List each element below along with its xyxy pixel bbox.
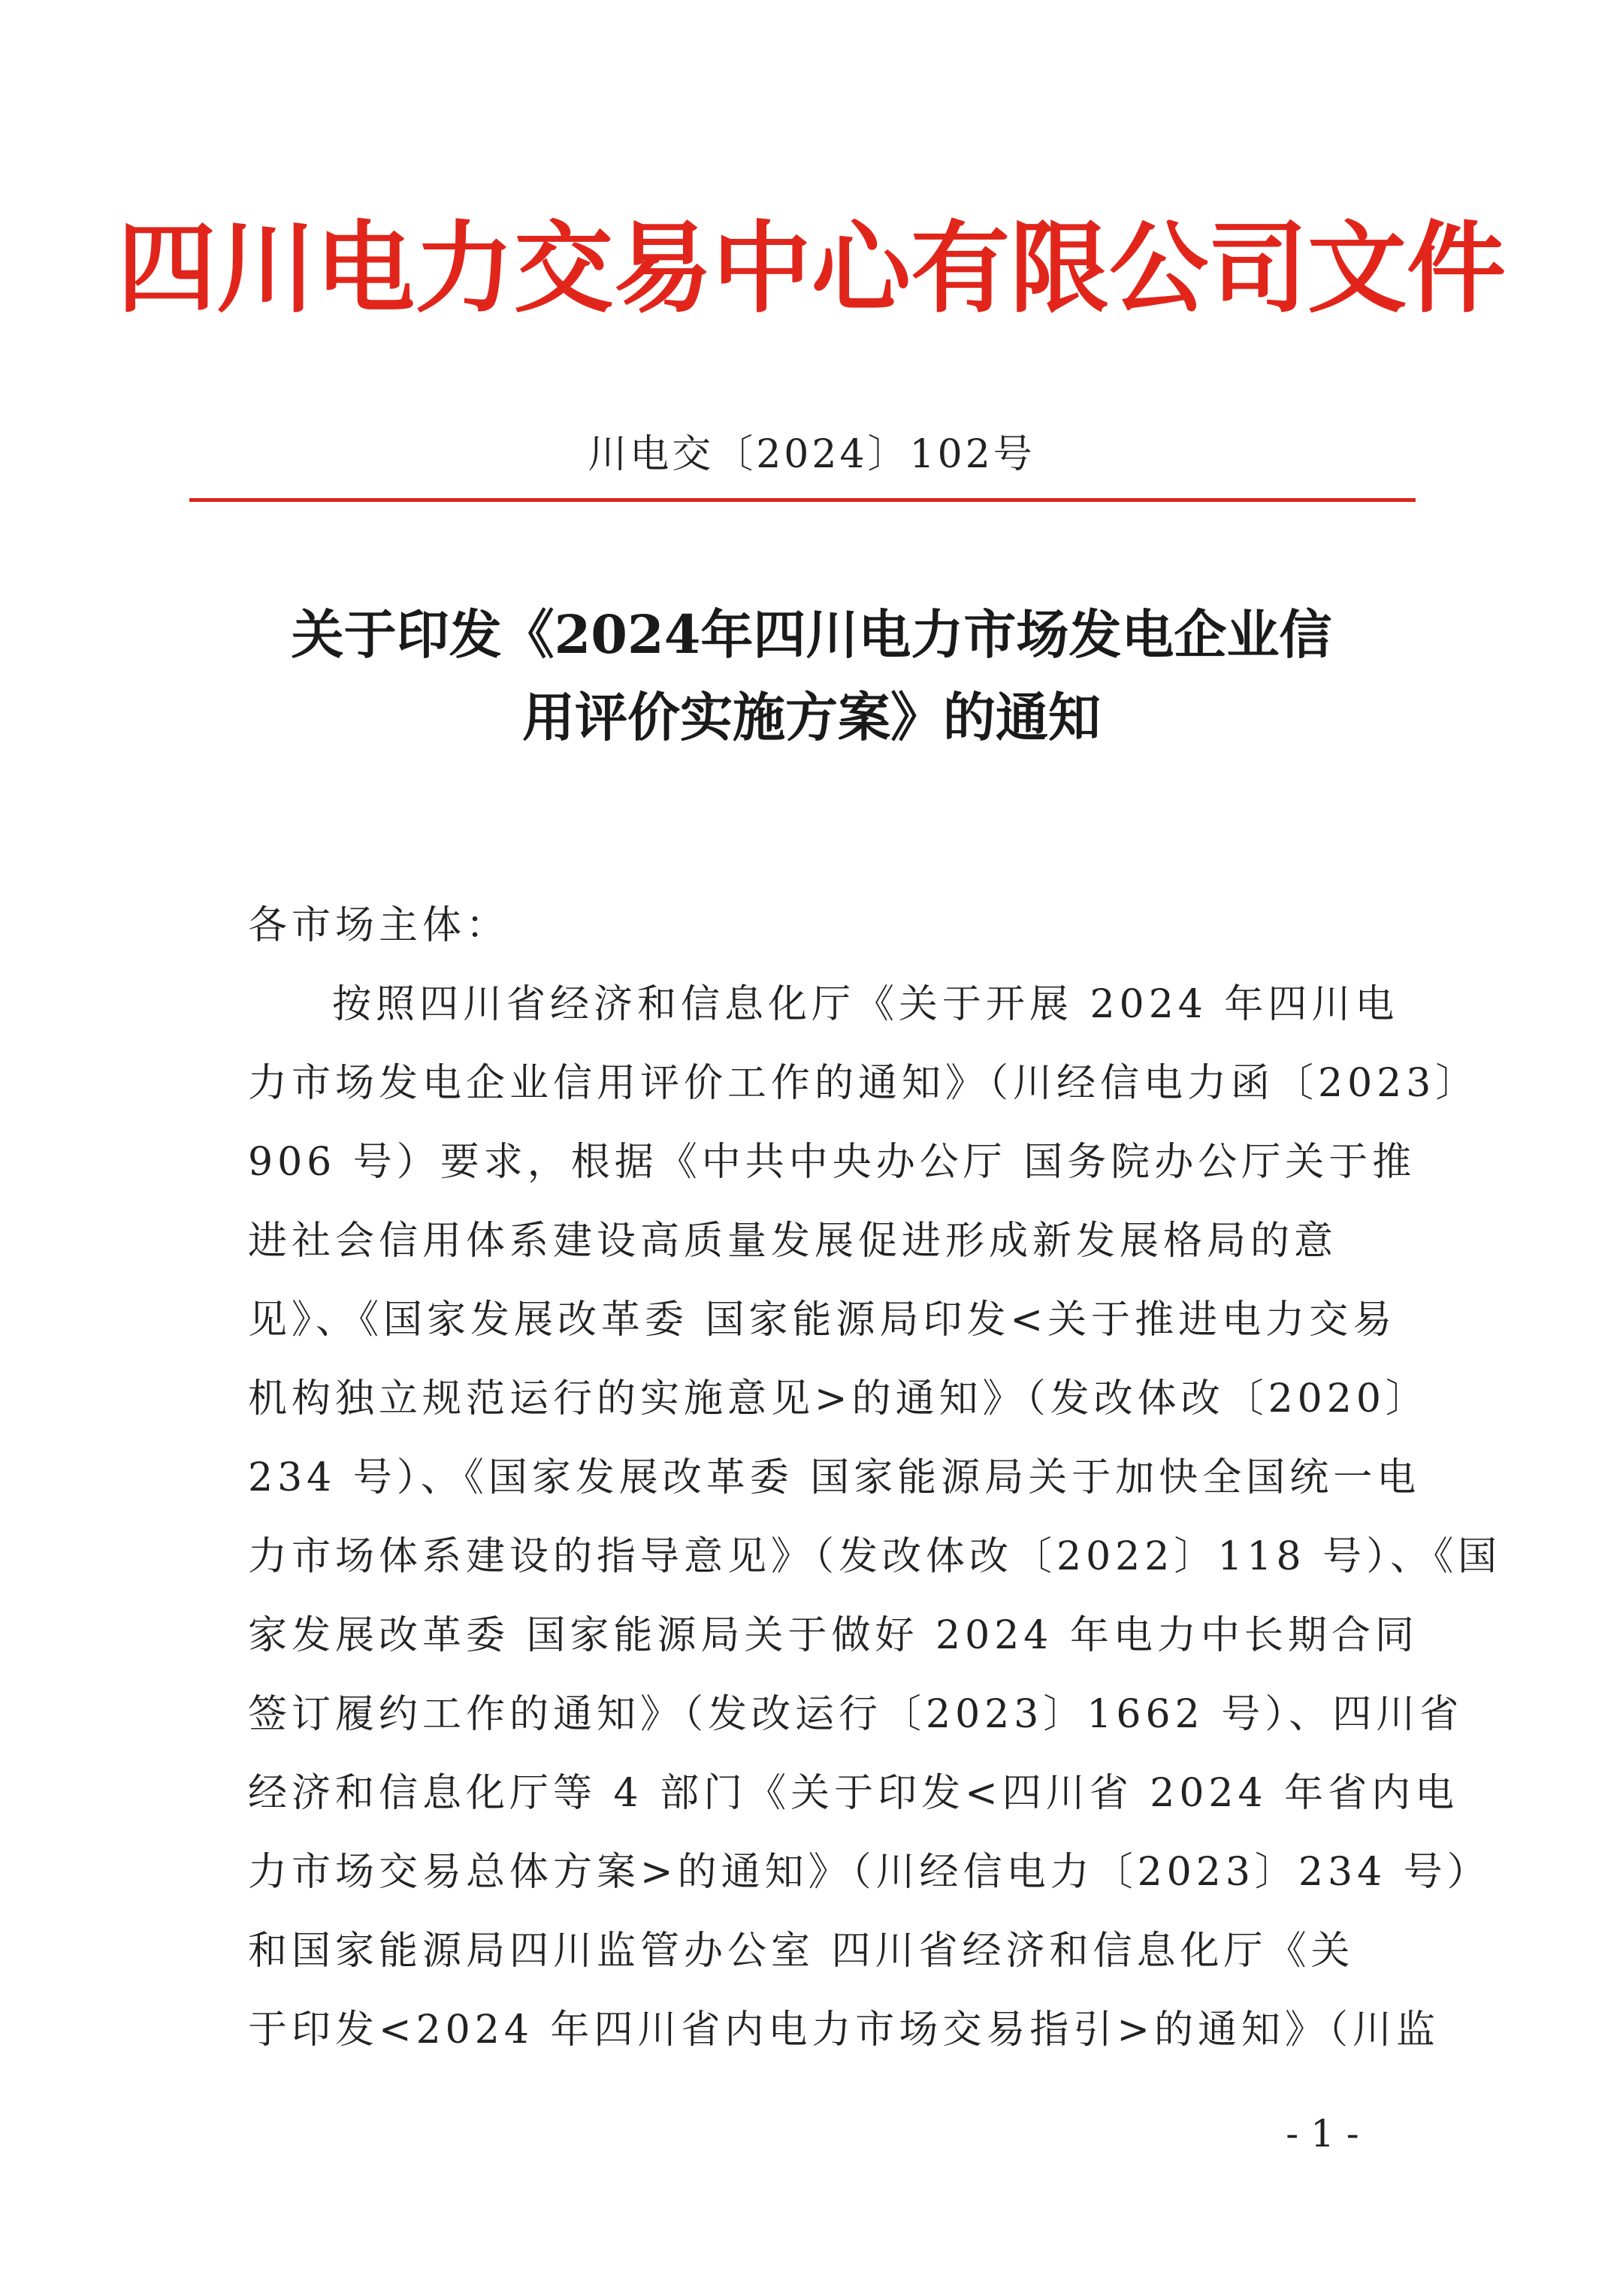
document-body [248,887,1502,2070]
red-divider-rule [189,498,1416,502]
body-line: 签订履约工作的通知》（发改运行〔2023〕1662 号）、四川省 [248,1692,1464,1737]
salutation: 各市场主体： [248,903,510,948]
body-line: 力市场交易总体方案>的通知》（川经信电力〔2023〕234 号） [248,1850,1491,1895]
body-line: 234 号）、《国家发展改革委 国家能源局关于加快全国统一电 [248,1455,1421,1500]
body-line: 力市场体系建设的指导意见》（发改体改〔2022〕118 号）、《国 [248,1534,1502,1579]
body-line: 机构独立规范运行的实施意见>的通知》（发改体改〔2020〕 [248,1376,1429,1421]
body-line: 按照四川省经济和信息化厅《关于开展 2024 年四川电 [332,982,1399,1027]
body-line: 进社会信用体系建设高质量发展促进形成新发展格局的意 [248,1219,1338,1264]
page-number: - 1 - [1286,2112,1359,2156]
body-line: 家发展改革委 国家能源局关于做好 2024 年电力中长期合同 [248,1613,1419,1658]
body-line: 经济和信息化厅等 4 部门《关于印发<四川省 2024 年省内电 [248,1771,1459,1816]
document-title [195,594,1428,759]
body-line: 见》、《国家发展改革委 国家能源局印发<关于推进电力交易 [248,1298,1397,1343]
body-line: 906 号）要求，根据《中共中央办公厅 国务院办公厅关于推 [248,1140,1416,1185]
document-title-line-2: 用评价实施方案》的通知 [522,686,1101,748]
letterhead-title: 四川电力交易中心有限公司文件 [117,211,1506,327]
body-line: 于印发<2024 年四川省内电力市场交易指引>的通知》（川监 [248,2007,1440,2053]
body-line: 和国家能源局四川监管办公室 四川省经济和信息化厅《关 [248,1929,1355,1974]
body-line: 力市场发电企业信用评价工作的通知》（川经信电力函〔2023〕 [248,1061,1479,1106]
document-number: 川电交〔2024〕102号 [588,432,1035,477]
document-title-line-1: 关于印发《2024年四川电力市场发电企业信 [291,603,1332,666]
